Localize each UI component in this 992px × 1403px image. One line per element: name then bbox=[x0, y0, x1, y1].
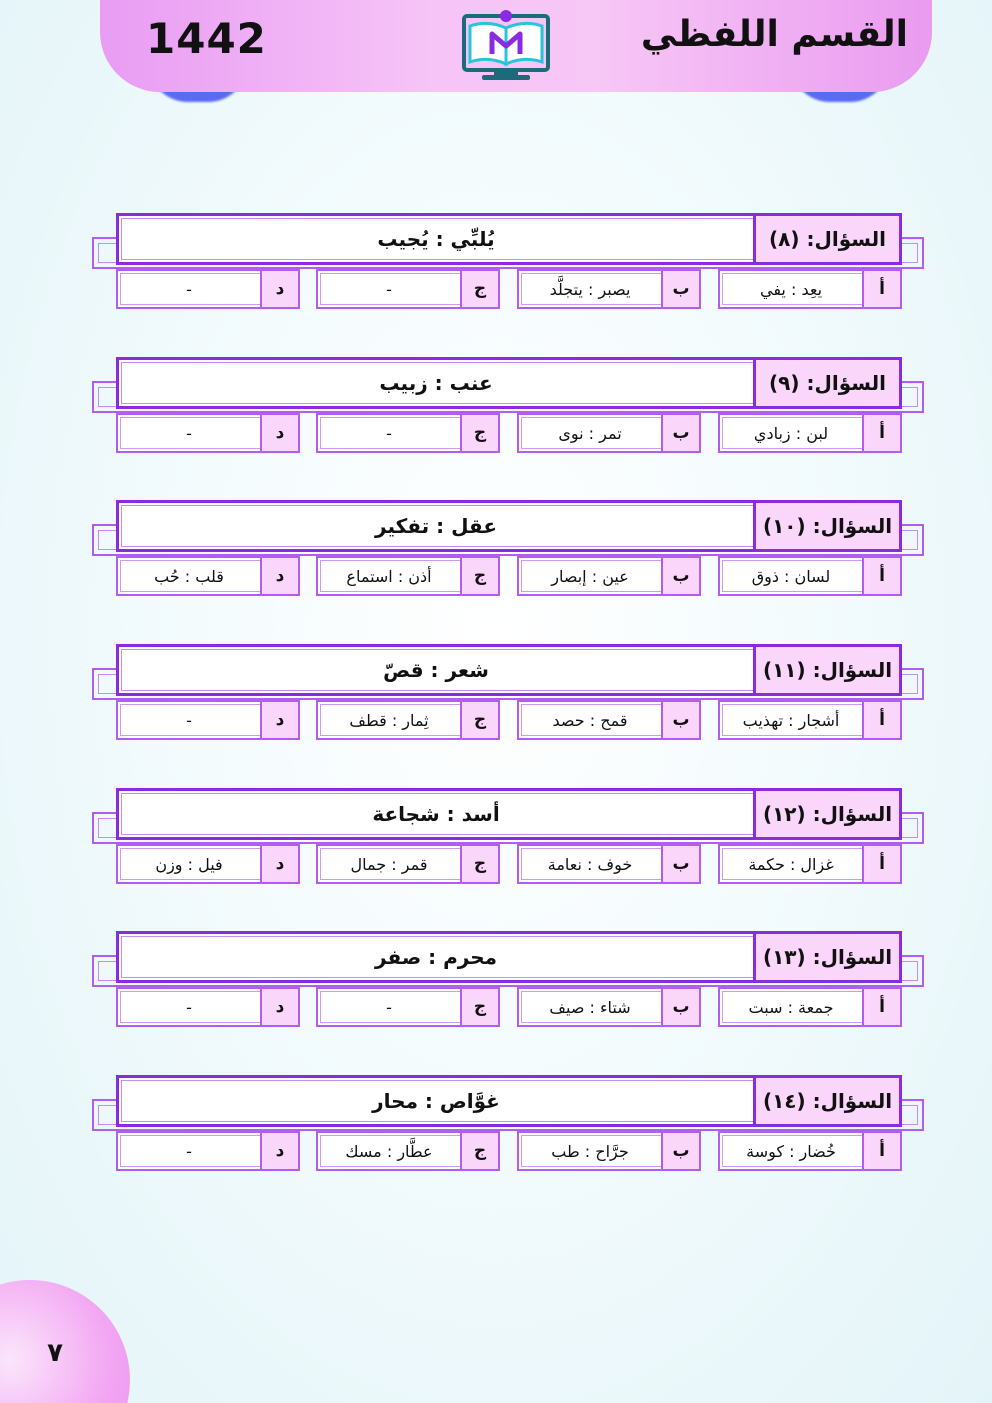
option-text: لبن : زبادي bbox=[753, 423, 829, 443]
option-a[interactable] bbox=[718, 556, 902, 596]
question-number: السؤال: (١٢) bbox=[753, 791, 899, 837]
option-text: أشجار : تهذيب bbox=[742, 710, 840, 730]
option-d[interactable] bbox=[116, 556, 300, 596]
option-text: خوف : نعامة bbox=[547, 854, 633, 874]
option-text: أذن : استماع bbox=[346, 566, 432, 586]
header-year: 1442 bbox=[146, 14, 267, 63]
question-text: محرم : صفر bbox=[375, 945, 497, 969]
question-bar bbox=[116, 213, 902, 265]
options-row bbox=[116, 844, 902, 884]
question-number: السؤال: (١١) bbox=[753, 647, 899, 693]
option-letter: د bbox=[260, 558, 298, 594]
option-text: - bbox=[386, 279, 392, 299]
options-row bbox=[116, 987, 902, 1027]
option-text: غزال : حكمة bbox=[748, 854, 834, 874]
question-bar bbox=[116, 1075, 902, 1127]
option-text: يعِد : يفي bbox=[760, 279, 823, 299]
option-j[interactable] bbox=[316, 269, 500, 309]
option-letter: ج bbox=[460, 271, 498, 307]
option-letter: أ bbox=[862, 271, 900, 307]
option-text: جرَّاح : طب bbox=[551, 1141, 629, 1161]
option-j[interactable] bbox=[316, 556, 500, 596]
option-text: خُضار : كوسة bbox=[746, 1141, 836, 1161]
options-row bbox=[116, 1131, 902, 1171]
option-b[interactable] bbox=[517, 269, 701, 309]
option-letter: ب bbox=[661, 415, 699, 451]
option-text: قلب : حُب bbox=[154, 566, 224, 586]
option-d[interactable] bbox=[116, 1131, 300, 1171]
option-letter: د bbox=[260, 1133, 298, 1169]
question-text: شعر : قصّ bbox=[383, 658, 489, 682]
question-text: يُلبِّي : يُجيب bbox=[377, 227, 495, 251]
question-card bbox=[92, 644, 924, 744]
question-card bbox=[92, 1075, 924, 1175]
option-text: ثِمار : قطف bbox=[349, 710, 429, 730]
question-text: عقل : تفكير bbox=[375, 514, 497, 538]
option-b[interactable] bbox=[517, 1131, 701, 1171]
question-card bbox=[92, 788, 924, 888]
option-text: - bbox=[186, 997, 192, 1017]
options-row bbox=[116, 413, 902, 453]
option-text: لسان : ذوق bbox=[751, 566, 831, 586]
option-text: عين : إبصار bbox=[551, 566, 629, 586]
question-text: عنب : زبيب bbox=[379, 371, 493, 395]
option-letter: ج bbox=[460, 846, 498, 882]
question-number: السؤال: (٨) bbox=[753, 216, 899, 262]
option-letter: أ bbox=[862, 846, 900, 882]
question-card bbox=[92, 500, 924, 600]
option-b[interactable] bbox=[517, 556, 701, 596]
option-letter: ج bbox=[460, 1133, 498, 1169]
option-text: عطَّار : مسك bbox=[345, 1141, 433, 1161]
option-letter: أ bbox=[862, 989, 900, 1025]
question-card bbox=[92, 213, 924, 313]
question-bar bbox=[116, 931, 902, 983]
page-number: ٧ bbox=[47, 1338, 63, 1368]
option-text: - bbox=[186, 423, 192, 443]
option-j[interactable] bbox=[316, 844, 500, 884]
option-a[interactable] bbox=[718, 1131, 902, 1171]
option-letter: أ bbox=[862, 1133, 900, 1169]
option-a[interactable] bbox=[718, 700, 902, 740]
question-bar bbox=[116, 357, 902, 409]
option-letter: أ bbox=[862, 702, 900, 738]
option-letter: د bbox=[260, 271, 298, 307]
options-row bbox=[116, 556, 902, 596]
question-number: السؤال: (٩) bbox=[753, 360, 899, 406]
option-a[interactable] bbox=[718, 413, 902, 453]
option-b[interactable] bbox=[517, 987, 701, 1027]
option-letter: د bbox=[260, 415, 298, 451]
option-text: جمعة : سبت bbox=[748, 997, 834, 1017]
option-text: - bbox=[186, 710, 192, 730]
option-d[interactable] bbox=[116, 269, 300, 309]
option-b[interactable] bbox=[517, 844, 701, 884]
option-letter: ج bbox=[460, 415, 498, 451]
question-text: أسد : شجاعة bbox=[372, 802, 500, 826]
option-letter: د bbox=[260, 846, 298, 882]
option-text: شتاء : صيف bbox=[549, 997, 631, 1017]
option-d[interactable] bbox=[116, 413, 300, 453]
option-a[interactable] bbox=[718, 269, 902, 309]
option-text: يصبر : يتجلَّد bbox=[549, 279, 631, 299]
options-row bbox=[116, 700, 902, 740]
option-letter: ب bbox=[661, 702, 699, 738]
option-b[interactable] bbox=[517, 700, 701, 740]
option-text: فيل : وزن bbox=[155, 854, 223, 874]
option-j[interactable] bbox=[316, 1131, 500, 1171]
question-card bbox=[92, 931, 924, 1031]
option-text: - bbox=[186, 1141, 192, 1161]
option-letter: أ bbox=[862, 415, 900, 451]
option-text: - bbox=[186, 279, 192, 299]
options-row bbox=[116, 269, 902, 309]
question-card bbox=[92, 357, 924, 457]
option-letter: ج bbox=[460, 702, 498, 738]
question-bar bbox=[116, 500, 902, 552]
option-letter: د bbox=[260, 702, 298, 738]
question-number: السؤال: (١٤) bbox=[753, 1078, 899, 1124]
option-a[interactable] bbox=[718, 844, 902, 884]
option-d[interactable] bbox=[116, 844, 300, 884]
option-j[interactable] bbox=[316, 987, 500, 1027]
question-number: السؤال: (١٠) bbox=[753, 503, 899, 549]
option-text: قمر : جمال bbox=[350, 854, 428, 874]
option-letter: ج bbox=[460, 989, 498, 1025]
option-b[interactable] bbox=[517, 413, 701, 453]
header-title: القسم اللفظي bbox=[640, 14, 908, 55]
option-letter: ج bbox=[460, 558, 498, 594]
option-text: - bbox=[386, 997, 392, 1017]
option-text: - bbox=[386, 423, 392, 443]
option-a[interactable] bbox=[718, 987, 902, 1027]
book-screen-logo-icon bbox=[458, 4, 554, 82]
option-d[interactable] bbox=[116, 700, 300, 740]
question-bar bbox=[116, 788, 902, 840]
option-letter: ب bbox=[661, 271, 699, 307]
option-j[interactable] bbox=[316, 413, 500, 453]
option-letter: ب bbox=[661, 1133, 699, 1169]
option-letter: ب bbox=[661, 989, 699, 1025]
option-text: قمح : حصد bbox=[552, 710, 628, 730]
question-bar bbox=[116, 644, 902, 696]
option-letter: ب bbox=[661, 846, 699, 882]
question-number: السؤال: (١٣) bbox=[753, 934, 899, 980]
option-j[interactable] bbox=[316, 700, 500, 740]
option-letter: أ bbox=[862, 558, 900, 594]
option-letter: د bbox=[260, 989, 298, 1025]
question-text: غوَّاص : محار bbox=[372, 1089, 500, 1113]
option-text: تمر : نوى bbox=[558, 423, 622, 443]
option-d[interactable] bbox=[116, 987, 300, 1027]
option-letter: ب bbox=[661, 558, 699, 594]
